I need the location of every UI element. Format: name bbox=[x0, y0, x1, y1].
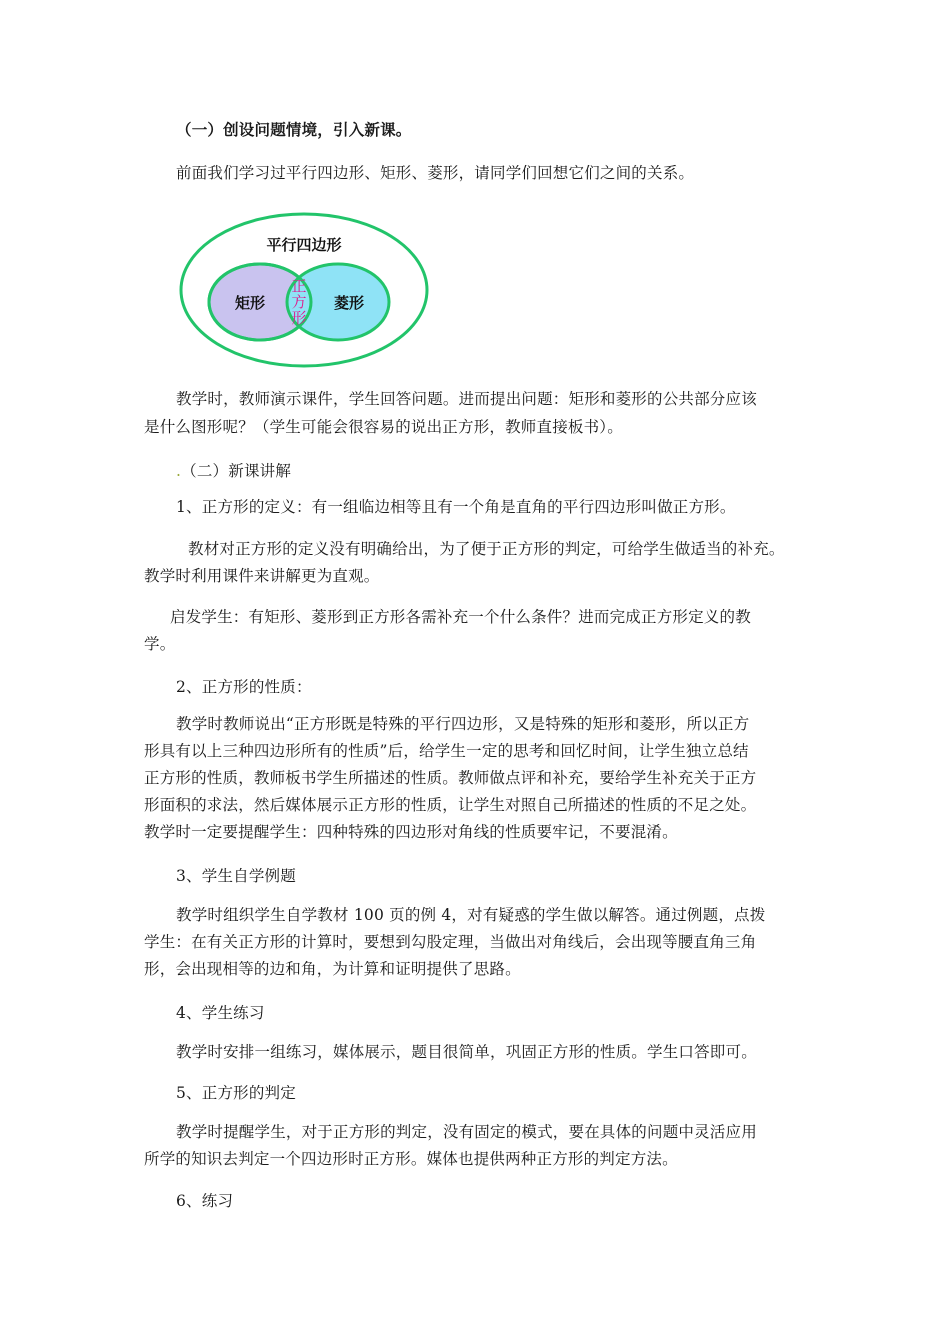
item3-title: 3、学生自学例题 bbox=[176, 867, 296, 885]
rectangle-label: 矩形 bbox=[234, 294, 266, 312]
item2-para-line-3: 正方形的性质，教师板书学生所描述的性质。教师做点评和补充，要给学生补充关于正方 bbox=[144, 769, 757, 787]
square-label-char-2: 方 bbox=[291, 293, 307, 311]
item5-para-line-2: 所学的知识去判定一个四边形时正方形。媒体也提供两种正方形的判定方法。 bbox=[144, 1150, 678, 1168]
quadrilateral-venn-diagram bbox=[176, 208, 434, 372]
item2-para-line-2: 形具有以上三种四边形所有的性质”后，给学生一定的思考和回忆时间，让学生独立总结 bbox=[144, 742, 749, 760]
item1-para2-line-2: 学。 bbox=[144, 635, 176, 653]
item3-para-line-1: 教学时组织学生自学教材 100 页的例 4，对有疑惑的学生做以解答。通过例题，点拨 bbox=[176, 906, 766, 924]
item3-para-line-3: 形，会出现相等的边和角，为计算和证明提供了思路。 bbox=[144, 960, 521, 978]
item1-para1-line-2: 教学时利用课件来讲解更为直观。 bbox=[144, 567, 380, 585]
square-label-char-3: 形 bbox=[291, 309, 307, 327]
parallelogram-label: 平行四边形 bbox=[266, 236, 342, 254]
item4-title: 4、学生练习 bbox=[176, 1004, 265, 1022]
intro-text: 前面我们学习过平行四边形、矩形、菱形，请同学们回想它们之间的关系。 bbox=[176, 164, 695, 182]
rhombus-label: 菱形 bbox=[333, 294, 365, 312]
section1-heading: （一）创设问题情境，引入新课。 bbox=[176, 120, 412, 139]
para1-line-2: 是什么图形呢？（学生可能会很容易的说出正方形，教师直接板书）。 bbox=[144, 418, 623, 436]
item1-title: 1、正方形的定义：有一组临边相等且有一个角是直角的平行四边形叫做正方形。 bbox=[176, 498, 736, 516]
item2-para-line-1: 教学时教师说出“正方形既是特殊的平行四边形，又是特殊的矩形和菱形，所以正方 bbox=[176, 715, 750, 733]
item5-title: 5、正方形的判定 bbox=[176, 1084, 296, 1102]
item1-para1-line-1: 教材对正方形的定义没有明确给出，为了便于正方形的判定，可给学生做适当的补充。 bbox=[188, 540, 785, 558]
item2-para-line-4: 形面积的求法，然后媒体展示正方形的性质，让学生对照自己所描述的性质的不足之处。 bbox=[144, 796, 757, 814]
para1-line-1: 教学时，教师演示课件，学生回答问题。进而提出问题：矩形和菱形的公共部分应该 bbox=[176, 390, 757, 408]
item1-para2-line-1: 启发学生：有矩形、菱形到正方形各需补充一个什么条件？进而完成正方形定义的教 bbox=[170, 608, 751, 626]
item4-para: 教学时安排一组练习，媒体展示，题目很简单，巩固正方形的性质。学生口答即可。 bbox=[176, 1043, 757, 1061]
section2-heading: .（二）新课讲解 bbox=[176, 462, 292, 480]
item2-title: 2、正方形的性质： bbox=[176, 678, 312, 696]
item2-para-line-5: 教学时一定要提醒学生：四种特殊的四边形对角线的性质要牢记，不要混淆。 bbox=[144, 823, 678, 841]
item5-para-line-1: 教学时提醒学生，对于正方形的判定，没有固定的模式，要在具体的问题中灵活应用 bbox=[176, 1123, 757, 1141]
item3-para-line-2: 学生：在有关正方形的计算时，要想到勾股定理，当做出对角线后，会出现等腰直角三角 bbox=[144, 933, 757, 951]
item6-title: 6、练习 bbox=[176, 1192, 234, 1210]
square-label-char-1: 正 bbox=[291, 277, 307, 295]
